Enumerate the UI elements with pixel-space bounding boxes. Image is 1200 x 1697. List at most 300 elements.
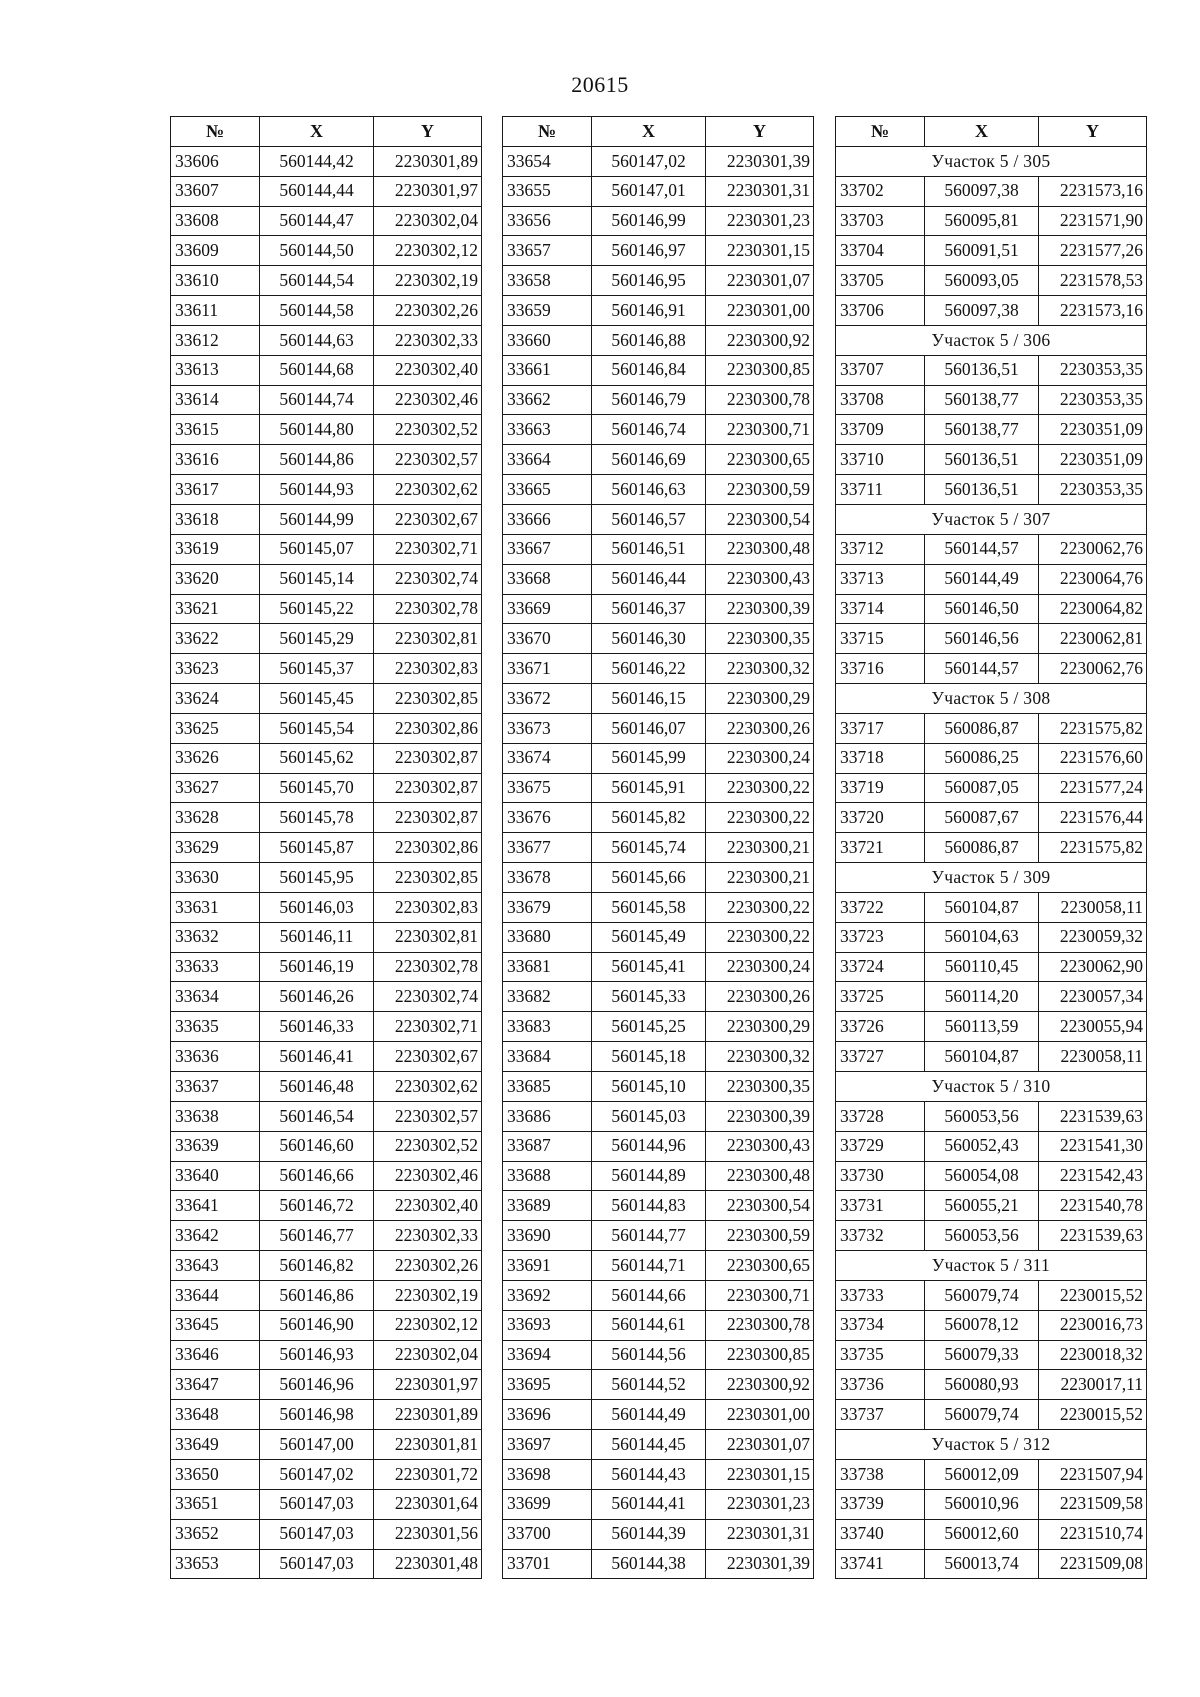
header-x: X — [925, 117, 1039, 147]
y-coordinate-cell: 2230351,09 — [1039, 415, 1147, 445]
table-row — [836, 266, 1147, 296]
table-row — [503, 385, 814, 415]
y-coordinate-cell: 2230302,87 — [374, 773, 482, 803]
point-number-cell: 33656 — [503, 206, 592, 236]
x-coordinate-cell: 560145,62 — [260, 743, 374, 773]
section-header-row — [836, 504, 1147, 534]
x-coordinate-cell: 560144,63 — [260, 325, 374, 355]
y-coordinate-cell: 2230302,26 — [374, 1251, 482, 1281]
y-coordinate-cell: 2230302,46 — [374, 385, 482, 415]
table-row — [503, 415, 814, 445]
point-number-cell: 33722 — [836, 892, 925, 922]
point-number-cell: 33663 — [503, 415, 592, 445]
x-coordinate-cell: 560146,19 — [260, 952, 374, 982]
x-coordinate-cell: 560146,97 — [592, 236, 706, 266]
x-coordinate-cell: 560146,22 — [592, 654, 706, 684]
x-coordinate-cell: 560144,38 — [592, 1549, 706, 1579]
point-number-cell: 33662 — [503, 385, 592, 415]
table-row — [171, 713, 482, 743]
point-number-cell: 33707 — [836, 355, 925, 385]
x-coordinate-cell: 560147,03 — [260, 1489, 374, 1519]
point-number-cell: 33678 — [503, 863, 592, 893]
y-coordinate-cell: 2230062,81 — [1039, 624, 1147, 654]
x-coordinate-cell: 560144,45 — [592, 1430, 706, 1460]
point-number-cell: 33689 — [503, 1191, 592, 1221]
table-row — [171, 206, 482, 236]
point-number-cell: 33687 — [503, 1131, 592, 1161]
y-coordinate-cell: 2230018,32 — [1039, 1340, 1147, 1370]
header-y: Y — [1039, 117, 1147, 147]
x-coordinate-cell: 560138,77 — [925, 385, 1039, 415]
y-coordinate-cell: 2230301,48 — [374, 1549, 482, 1579]
point-number-cell: 33694 — [503, 1340, 592, 1370]
y-coordinate-cell: 2230300,59 — [706, 1221, 814, 1251]
y-coordinate-cell: 2230300,65 — [706, 1251, 814, 1281]
y-coordinate-cell: 2231576,44 — [1039, 803, 1147, 833]
x-coordinate-cell: 560144,47 — [260, 206, 374, 236]
x-coordinate-cell: 560104,63 — [925, 922, 1039, 952]
x-coordinate-cell: 560087,05 — [925, 773, 1039, 803]
y-coordinate-cell: 2230055,94 — [1039, 1012, 1147, 1042]
table-row — [171, 1161, 482, 1191]
table-row — [171, 415, 482, 445]
point-number-cell: 33630 — [171, 863, 260, 893]
point-number-cell: 33652 — [171, 1519, 260, 1549]
x-coordinate-cell: 560144,54 — [260, 266, 374, 296]
point-number-cell: 33647 — [171, 1370, 260, 1400]
x-coordinate-cell: 560145,49 — [592, 922, 706, 952]
x-coordinate-cell: 560144,83 — [592, 1191, 706, 1221]
table-row — [503, 624, 814, 654]
y-coordinate-cell: 2230300,48 — [706, 1161, 814, 1191]
table-row — [171, 594, 482, 624]
x-coordinate-cell: 560144,50 — [260, 236, 374, 266]
y-coordinate-cell: 2230059,32 — [1039, 922, 1147, 952]
x-coordinate-cell: 560145,87 — [260, 833, 374, 863]
y-coordinate-cell: 2230302,62 — [374, 1072, 482, 1102]
y-coordinate-cell: 2230353,35 — [1039, 355, 1147, 385]
y-coordinate-cell: 2230300,71 — [706, 1280, 814, 1310]
x-coordinate-cell: 560093,05 — [925, 266, 1039, 296]
table-row — [171, 1310, 482, 1340]
y-coordinate-cell: 2230302,57 — [374, 1101, 482, 1131]
y-coordinate-cell: 2231578,53 — [1039, 266, 1147, 296]
x-coordinate-cell: 560012,09 — [925, 1459, 1039, 1489]
point-number-cell: 33621 — [171, 594, 260, 624]
table-row — [503, 266, 814, 296]
y-coordinate-cell: 2230302,67 — [374, 1042, 482, 1072]
table-row — [171, 1430, 482, 1460]
x-coordinate-cell: 560144,49 — [925, 564, 1039, 594]
table-row — [503, 1221, 814, 1251]
point-number-cell: 33717 — [836, 713, 925, 743]
table-row — [836, 743, 1147, 773]
point-number-cell: 33729 — [836, 1131, 925, 1161]
y-coordinate-cell: 2230300,29 — [706, 1012, 814, 1042]
point-number-cell: 33636 — [171, 1042, 260, 1072]
x-coordinate-cell: 560145,91 — [592, 773, 706, 803]
table-row — [503, 833, 814, 863]
table-row — [836, 1310, 1147, 1340]
x-coordinate-cell: 560147,02 — [592, 146, 706, 176]
table-row — [836, 1340, 1147, 1370]
table-row — [503, 1280, 814, 1310]
point-number-cell: 33727 — [836, 1042, 925, 1072]
coordinates-table-3 — [835, 116, 1147, 1579]
table-row — [836, 1280, 1147, 1310]
table-row — [171, 534, 482, 564]
x-coordinate-cell: 560144,66 — [592, 1280, 706, 1310]
point-number-cell: 33738 — [836, 1459, 925, 1489]
table-row — [171, 475, 482, 505]
x-coordinate-cell: 560146,79 — [592, 385, 706, 415]
header-x: X — [260, 117, 374, 147]
x-coordinate-cell: 560144,89 — [592, 1161, 706, 1191]
x-coordinate-cell: 560138,77 — [925, 415, 1039, 445]
point-number-cell: 33703 — [836, 206, 925, 236]
table-row — [503, 1489, 814, 1519]
point-number-cell: 33671 — [503, 654, 592, 684]
y-coordinate-cell: 2230301,89 — [374, 1400, 482, 1430]
x-coordinate-cell: 560144,71 — [592, 1251, 706, 1281]
section-title: Участок 5 / 309 — [836, 863, 1147, 893]
table-row — [836, 773, 1147, 803]
y-coordinate-cell: 2230302,87 — [374, 743, 482, 773]
point-number-cell: 33719 — [836, 773, 925, 803]
table-row — [171, 296, 482, 326]
y-coordinate-cell: 2230302,85 — [374, 863, 482, 893]
x-coordinate-cell: 560086,87 — [925, 713, 1039, 743]
point-number-cell: 33690 — [503, 1221, 592, 1251]
point-number-cell: 33653 — [171, 1549, 260, 1579]
x-coordinate-cell: 560136,51 — [925, 445, 1039, 475]
table-row — [503, 743, 814, 773]
point-number-cell: 33739 — [836, 1489, 925, 1519]
x-coordinate-cell: 560097,38 — [925, 176, 1039, 206]
x-coordinate-cell: 560146,72 — [260, 1191, 374, 1221]
x-coordinate-cell: 560144,56 — [592, 1340, 706, 1370]
point-number-cell: 33696 — [503, 1400, 592, 1430]
table-body — [836, 146, 1147, 1579]
y-coordinate-cell: 2230064,82 — [1039, 594, 1147, 624]
y-coordinate-cell: 2230300,21 — [706, 863, 814, 893]
y-coordinate-cell: 2230300,26 — [706, 982, 814, 1012]
point-number-cell: 33620 — [171, 564, 260, 594]
x-coordinate-cell: 560146,74 — [592, 415, 706, 445]
point-number-cell: 33614 — [171, 385, 260, 415]
table-row — [503, 564, 814, 594]
y-coordinate-cell: 2230353,35 — [1039, 385, 1147, 415]
table-row — [171, 1131, 482, 1161]
point-number-cell: 33702 — [836, 176, 925, 206]
table-row — [503, 534, 814, 564]
x-coordinate-cell: 560144,57 — [925, 654, 1039, 684]
table-row — [171, 1012, 482, 1042]
table-row — [503, 803, 814, 833]
point-number-cell: 33713 — [836, 564, 925, 594]
table-row — [836, 654, 1147, 684]
x-coordinate-cell: 560146,37 — [592, 594, 706, 624]
y-coordinate-cell: 2230302,04 — [374, 1340, 482, 1370]
y-coordinate-cell: 2230300,54 — [706, 504, 814, 534]
table-row — [171, 1221, 482, 1251]
y-coordinate-cell: 2230300,43 — [706, 1131, 814, 1161]
y-coordinate-cell: 2230301,81 — [374, 1430, 482, 1460]
x-coordinate-cell: 560146,86 — [260, 1280, 374, 1310]
table-row — [171, 1191, 482, 1221]
point-number-cell: 33619 — [171, 534, 260, 564]
table-row — [503, 1400, 814, 1430]
point-number-cell: 33669 — [503, 594, 592, 624]
y-coordinate-cell: 2230015,52 — [1039, 1400, 1147, 1430]
x-coordinate-cell: 560146,69 — [592, 445, 706, 475]
y-coordinate-cell: 2230302,78 — [374, 952, 482, 982]
y-coordinate-cell: 2231539,63 — [1039, 1101, 1147, 1131]
x-coordinate-cell: 560144,41 — [592, 1489, 706, 1519]
y-coordinate-cell: 2231509,08 — [1039, 1549, 1147, 1579]
y-coordinate-cell: 2230300,24 — [706, 743, 814, 773]
point-number-cell: 33732 — [836, 1221, 925, 1251]
x-coordinate-cell: 560147,00 — [260, 1430, 374, 1460]
table-row — [171, 773, 482, 803]
x-coordinate-cell: 560146,15 — [592, 684, 706, 714]
x-coordinate-cell: 560146,96 — [260, 1370, 374, 1400]
y-coordinate-cell: 2230302,78 — [374, 594, 482, 624]
table-row — [836, 355, 1147, 385]
point-number-cell: 33682 — [503, 982, 592, 1012]
y-coordinate-cell: 2230300,92 — [706, 1370, 814, 1400]
y-coordinate-cell: 2230302,62 — [374, 475, 482, 505]
table-row — [503, 863, 814, 893]
x-coordinate-cell: 560146,63 — [592, 475, 706, 505]
table-row — [503, 176, 814, 206]
point-number-cell: 33661 — [503, 355, 592, 385]
table-row — [171, 1042, 482, 1072]
x-coordinate-cell: 560146,50 — [925, 594, 1039, 624]
point-number-cell: 33699 — [503, 1489, 592, 1519]
point-number-cell: 33607 — [171, 176, 260, 206]
y-coordinate-cell: 2230302,26 — [374, 296, 482, 326]
x-coordinate-cell: 560144,93 — [260, 475, 374, 505]
table-row — [171, 564, 482, 594]
x-coordinate-cell: 560145,03 — [592, 1101, 706, 1131]
point-number-cell: 33734 — [836, 1310, 925, 1340]
y-coordinate-cell: 2230301,39 — [706, 146, 814, 176]
table-row — [836, 952, 1147, 982]
x-coordinate-cell: 560145,45 — [260, 684, 374, 714]
x-coordinate-cell: 560145,74 — [592, 833, 706, 863]
table-row — [836, 982, 1147, 1012]
point-number-cell: 33688 — [503, 1161, 592, 1191]
section-title: Участок 5 / 305 — [836, 146, 1147, 176]
point-number-cell: 33632 — [171, 922, 260, 952]
x-coordinate-cell: 560053,56 — [925, 1101, 1039, 1131]
x-coordinate-cell: 560091,51 — [925, 236, 1039, 266]
y-coordinate-cell: 2230302,04 — [374, 206, 482, 236]
y-coordinate-cell: 2230301,64 — [374, 1489, 482, 1519]
y-coordinate-cell: 2230301,31 — [706, 176, 814, 206]
point-number-cell: 33735 — [836, 1340, 925, 1370]
coordinates-table-1 — [170, 116, 482, 1579]
y-coordinate-cell: 2230302,33 — [374, 325, 482, 355]
x-coordinate-cell: 560146,48 — [260, 1072, 374, 1102]
x-coordinate-cell: 560144,61 — [592, 1310, 706, 1340]
coordinates-table-2 — [502, 116, 814, 1579]
point-number-cell: 33675 — [503, 773, 592, 803]
point-number-cell: 33679 — [503, 892, 592, 922]
x-coordinate-cell: 560144,74 — [260, 385, 374, 415]
y-coordinate-cell: 2231510,74 — [1039, 1519, 1147, 1549]
y-coordinate-cell: 2230351,09 — [1039, 445, 1147, 475]
x-coordinate-cell: 560145,41 — [592, 952, 706, 982]
y-coordinate-cell: 2231577,26 — [1039, 236, 1147, 266]
y-coordinate-cell: 2231542,43 — [1039, 1161, 1147, 1191]
y-coordinate-cell: 2230302,81 — [374, 922, 482, 952]
table-row — [836, 624, 1147, 654]
point-number-cell: 33650 — [171, 1459, 260, 1489]
x-coordinate-cell: 560079,74 — [925, 1400, 1039, 1430]
table-row — [171, 146, 482, 176]
point-number-cell: 33672 — [503, 684, 592, 714]
table-row — [171, 1340, 482, 1370]
y-coordinate-cell: 2230300,35 — [706, 624, 814, 654]
point-number-cell: 33676 — [503, 803, 592, 833]
table-row — [171, 176, 482, 206]
table-header-row — [503, 117, 814, 147]
x-coordinate-cell: 560146,56 — [925, 624, 1039, 654]
header-number: № — [836, 117, 925, 147]
y-coordinate-cell: 2230301,07 — [706, 1430, 814, 1460]
point-number-cell: 33658 — [503, 266, 592, 296]
point-number-cell: 33639 — [171, 1131, 260, 1161]
point-number-cell: 33693 — [503, 1310, 592, 1340]
table-row — [171, 1549, 482, 1579]
y-coordinate-cell: 2230302,46 — [374, 1161, 482, 1191]
x-coordinate-cell: 560146,57 — [592, 504, 706, 534]
x-coordinate-cell: 560054,08 — [925, 1161, 1039, 1191]
table-row — [503, 713, 814, 743]
x-coordinate-cell: 560136,51 — [925, 355, 1039, 385]
x-coordinate-cell: 560146,33 — [260, 1012, 374, 1042]
header-y: Y — [706, 117, 814, 147]
x-coordinate-cell: 560052,43 — [925, 1131, 1039, 1161]
point-number-cell: 33624 — [171, 684, 260, 714]
table-row — [503, 475, 814, 505]
point-number-cell: 33716 — [836, 654, 925, 684]
point-number-cell: 33637 — [171, 1072, 260, 1102]
x-coordinate-cell: 560144,86 — [260, 445, 374, 475]
table-row — [503, 773, 814, 803]
point-number-cell: 33611 — [171, 296, 260, 326]
table-row — [171, 982, 482, 1012]
header-number: № — [171, 117, 260, 147]
x-coordinate-cell: 560145,70 — [260, 773, 374, 803]
point-number-cell: 33668 — [503, 564, 592, 594]
point-number-cell: 33701 — [503, 1549, 592, 1579]
section-header-row — [836, 863, 1147, 893]
x-coordinate-cell: 560147,01 — [592, 176, 706, 206]
y-coordinate-cell: 2230302,86 — [374, 713, 482, 743]
x-coordinate-cell: 560013,74 — [925, 1549, 1039, 1579]
y-coordinate-cell: 2231575,82 — [1039, 713, 1147, 743]
point-number-cell: 33635 — [171, 1012, 260, 1042]
point-number-cell: 33618 — [171, 504, 260, 534]
y-coordinate-cell: 2231507,94 — [1039, 1459, 1147, 1489]
table-row — [503, 1310, 814, 1340]
table-row — [503, 236, 814, 266]
point-number-cell: 33610 — [171, 266, 260, 296]
x-coordinate-cell: 560144,58 — [260, 296, 374, 326]
table-row — [836, 1191, 1147, 1221]
x-coordinate-cell: 560145,78 — [260, 803, 374, 833]
table-row — [836, 1161, 1147, 1191]
y-coordinate-cell: 2230058,11 — [1039, 892, 1147, 922]
table-row — [171, 266, 482, 296]
y-coordinate-cell: 2230300,78 — [706, 1310, 814, 1340]
x-coordinate-cell: 560145,22 — [260, 594, 374, 624]
table-row — [171, 1370, 482, 1400]
table-row — [836, 385, 1147, 415]
table-row — [171, 236, 482, 266]
point-number-cell: 33692 — [503, 1280, 592, 1310]
table-row — [503, 1161, 814, 1191]
table-row — [503, 1340, 814, 1370]
section-header-row — [836, 1072, 1147, 1102]
point-number-cell: 33641 — [171, 1191, 260, 1221]
point-number-cell: 33645 — [171, 1310, 260, 1340]
header-number: № — [503, 117, 592, 147]
point-number-cell: 33728 — [836, 1101, 925, 1131]
y-coordinate-cell: 2230302,86 — [374, 833, 482, 863]
table-row — [836, 1042, 1147, 1072]
table-row — [836, 1489, 1147, 1519]
point-number-cell: 33664 — [503, 445, 592, 475]
y-coordinate-cell: 2230300,32 — [706, 1042, 814, 1072]
x-coordinate-cell: 560145,95 — [260, 863, 374, 893]
y-coordinate-cell: 2230301,56 — [374, 1519, 482, 1549]
table-row — [836, 833, 1147, 863]
y-coordinate-cell: 2230300,22 — [706, 922, 814, 952]
section-title: Участок 5 / 306 — [836, 325, 1147, 355]
x-coordinate-cell: 560146,93 — [260, 1340, 374, 1370]
table-row — [171, 1072, 482, 1102]
point-number-cell: 33617 — [171, 475, 260, 505]
table-row — [836, 922, 1147, 952]
y-coordinate-cell: 2231577,24 — [1039, 773, 1147, 803]
table-row — [836, 1400, 1147, 1430]
y-coordinate-cell: 2231573,16 — [1039, 296, 1147, 326]
table-row — [503, 1519, 814, 1549]
table-row — [503, 1251, 814, 1281]
point-number-cell: 33665 — [503, 475, 592, 505]
y-coordinate-cell: 2230300,32 — [706, 654, 814, 684]
x-coordinate-cell: 560146,84 — [592, 355, 706, 385]
point-number-cell: 33697 — [503, 1430, 592, 1460]
table-row — [503, 355, 814, 385]
point-number-cell: 33640 — [171, 1161, 260, 1191]
x-coordinate-cell: 560145,10 — [592, 1072, 706, 1102]
point-number-cell: 33686 — [503, 1101, 592, 1131]
table-row — [836, 803, 1147, 833]
table-row — [836, 1012, 1147, 1042]
table-row — [171, 743, 482, 773]
point-number-cell: 33720 — [836, 803, 925, 833]
point-number-cell: 33730 — [836, 1161, 925, 1191]
y-coordinate-cell: 2231541,30 — [1039, 1131, 1147, 1161]
table-row — [171, 1400, 482, 1430]
y-coordinate-cell: 2230300,65 — [706, 445, 814, 475]
table-row — [171, 1251, 482, 1281]
